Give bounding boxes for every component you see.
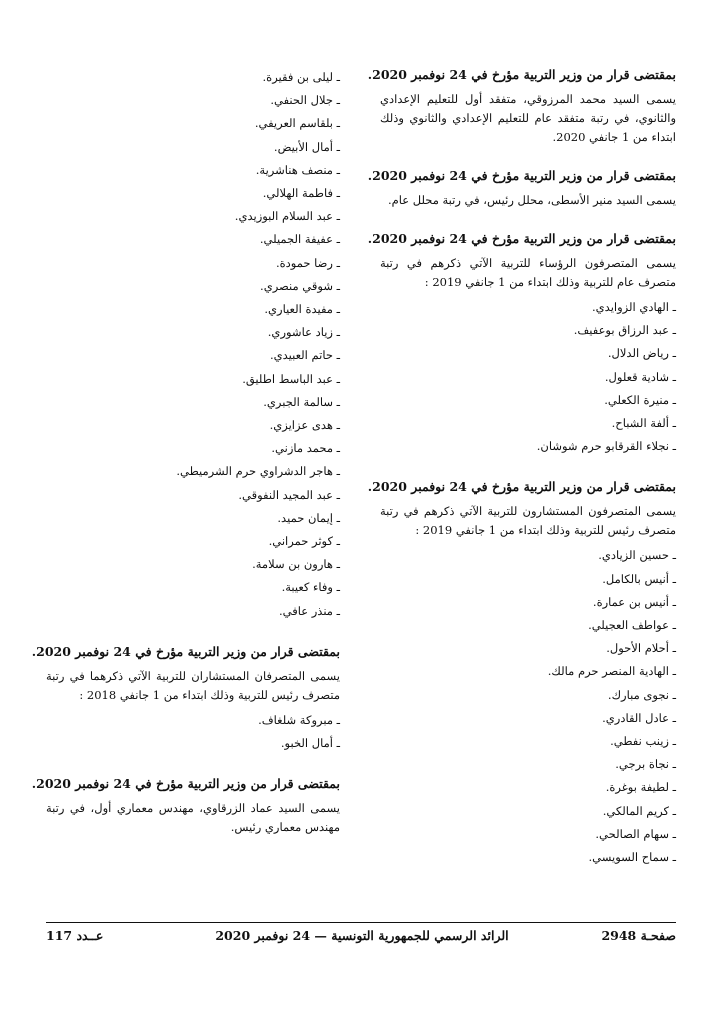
- list-item: ـ رياض الدلال.: [607, 346, 676, 361]
- publication-title: الرائد الرسمي للجمهورية التونسية — 24 نوفمبر 2020: [215, 928, 509, 943]
- section-body: يسمى المتصرفون المستشارون للتربية الآتي ذكرهم في رتبة متصرف رئيس للتربية وذلك ابتداء من 1 جانفي 2019 :: [380, 504, 676, 538]
- list-item: ـ سالمة الجبري.: [263, 394, 340, 409]
- section-heading: بمقتضى قرار من وزير التربية مؤرخ في 24 نوفمبر 2020.: [367, 479, 676, 495]
- section-body: يسمى السيد عماد الزرقاوي، مهندس معماري أول، في رتبة مهندس معماري رئيس.: [46, 801, 340, 835]
- list-item: ـ لطيفة بوغرة.: [605, 780, 676, 795]
- list-item: ـ مبروكة شلغاف.: [258, 712, 340, 727]
- section-heading: بمقتضى قرار من وزير التربية مؤرخ في 24 نوفمبر 2020.: [31, 776, 340, 792]
- section-body: يسمى السيد منير الأسطى، محلل رئيس، في رتبة محلل عام.: [387, 193, 676, 207]
- list-item: ـ منيرة الكعلي.: [604, 392, 676, 407]
- section-heading: بمقتضى قرار من وزير التربية مؤرخ في 24 نوفمبر 2020.: [31, 643, 340, 659]
- list-item: ـ زياد عاشوري.: [267, 325, 340, 340]
- list-item: ـ أنيس بن عمارة.: [592, 594, 676, 609]
- list-item: ـ سهام الصالحي.: [595, 826, 676, 841]
- list-item: ـ أحلام الأحول.: [606, 641, 676, 656]
- decree-section: [367, 230, 676, 458]
- decree-section: [367, 66, 676, 147]
- list-item: ـ كريم المالكي.: [602, 803, 676, 818]
- left-column: [31, 66, 340, 837]
- section-heading: بمقتضى قرار من وزير التربية مؤرخ في 24 نوفمبر 2020.: [367, 67, 676, 82]
- list-item: ـ هدى عزايزي.: [269, 418, 340, 433]
- names-list: [46, 66, 340, 623]
- list-item: ـ كوثر حمراني.: [268, 534, 340, 549]
- list-item: ـ أنيس بالكامل.: [602, 571, 676, 586]
- list-item: ـ زينب نفطي.: [610, 734, 676, 749]
- decree-section: [31, 775, 340, 837]
- list-item: ـ عفيفة الجميلي.: [259, 232, 340, 247]
- list-item: ـ محمد مازني.: [271, 441, 340, 456]
- list-item: ـ مفيدة العياري.: [264, 302, 340, 317]
- list-item: ـ شادية قعلول.: [604, 369, 676, 384]
- list-item: ـ حسين الزيادي.: [598, 548, 676, 563]
- list-item: ـ عبد المجيد النفوقي.: [238, 487, 340, 502]
- list-item: ـ شوقي منصري.: [260, 278, 340, 293]
- section-body: يسمى السيد محمد المرزوقي، متفقد أول للتعليم الإعدادي والثانوي، في رتبة متفقد عام للتعليم الإعدادي والثانوي وذلك ابتداء من 1 جانفي 2020.: [380, 92, 676, 144]
- list-item: ـ جلال الحنفي.: [270, 93, 340, 108]
- list-item: ـ بلقاسم العريفي.: [254, 116, 340, 131]
- list-item: ـ رضا حمودة.: [275, 255, 340, 270]
- list-item: ـ الهادية المنصر حرم مالك.: [547, 664, 676, 679]
- right-column: [367, 66, 676, 869]
- list-item: ـ الهادي الزوايدي.: [592, 300, 676, 314]
- list-item: ـ نجوى مبارك.: [607, 687, 676, 702]
- list-item: ـ نجلاء القرقابو حرم شوشان.: [536, 439, 676, 454]
- list-item: ـ عادل القادري.: [602, 710, 676, 725]
- list-item: ـ عبد الباسط اطليق.: [242, 371, 340, 386]
- list-item: ـ عبد السلام البوزيدي.: [234, 209, 340, 224]
- list-item: ـ ليلى بن فقيرة.: [262, 70, 340, 84]
- section-body: يسمى المتصرفان المستشاران للتربية الآتي ذكرهما في رتبة متصرف رئيس للتربية وذلك ابتداء من 1 جانفي 2018 :: [46, 668, 340, 702]
- page-number: صفحـة 2948: [601, 928, 676, 943]
- list-item: ـ هاجر الدشراوي حرم الشرميطي.: [176, 464, 340, 479]
- list-item: ـ حاتم العبيدي.: [269, 348, 340, 363]
- list-item: ـ عبد الرزاق بوعفيف.: [573, 323, 676, 338]
- list-item: ـ عواطف العجيلي.: [588, 618, 676, 633]
- decree-section: [367, 478, 676, 869]
- decree-section: [367, 167, 676, 210]
- list-item: ـ أمال الأبيض.: [273, 139, 340, 154]
- list-item: ـ منذر عافي.: [278, 603, 340, 618]
- list-item: ـ فاطمة الهلالي.: [262, 186, 340, 201]
- decree-section: [31, 643, 340, 755]
- names-list: [46, 709, 340, 755]
- list-item: ـ منصف هناشرية.: [255, 162, 340, 177]
- list-item: ـ ألفة الشباح.: [611, 416, 676, 431]
- names-list: [380, 544, 676, 869]
- list-item: ـ إيمان حميد.: [277, 510, 340, 525]
- section-heading: بمقتضى قرار من وزير التربية مؤرخ في 24 نوفمبر 2020.: [367, 231, 676, 246]
- list-item: ـ سماح السويسي.: [588, 850, 676, 865]
- names-list: [380, 296, 676, 458]
- list-item: ـ أمال الخبو.: [280, 736, 340, 751]
- issue-number: عــدد 117: [46, 928, 104, 943]
- list-item: ـ نجاة برجي.: [615, 757, 676, 772]
- footer-divider: [46, 922, 676, 923]
- section-heading: بمقتضى قرار من وزير التربية مؤرخ في 24 نوفمبر 2020.: [367, 168, 676, 183]
- list-item: ـ وفاء كعيبة.: [281, 580, 340, 595]
- section-body: يسمى المتصرفون الرؤساء للتربية الآتي ذكرهم في رتبة متصرف عام للتربية وذلك ابتداء من 1 جانفي 2019 :: [380, 256, 676, 289]
- list-item: ـ هارون بن سلامة.: [252, 557, 340, 572]
